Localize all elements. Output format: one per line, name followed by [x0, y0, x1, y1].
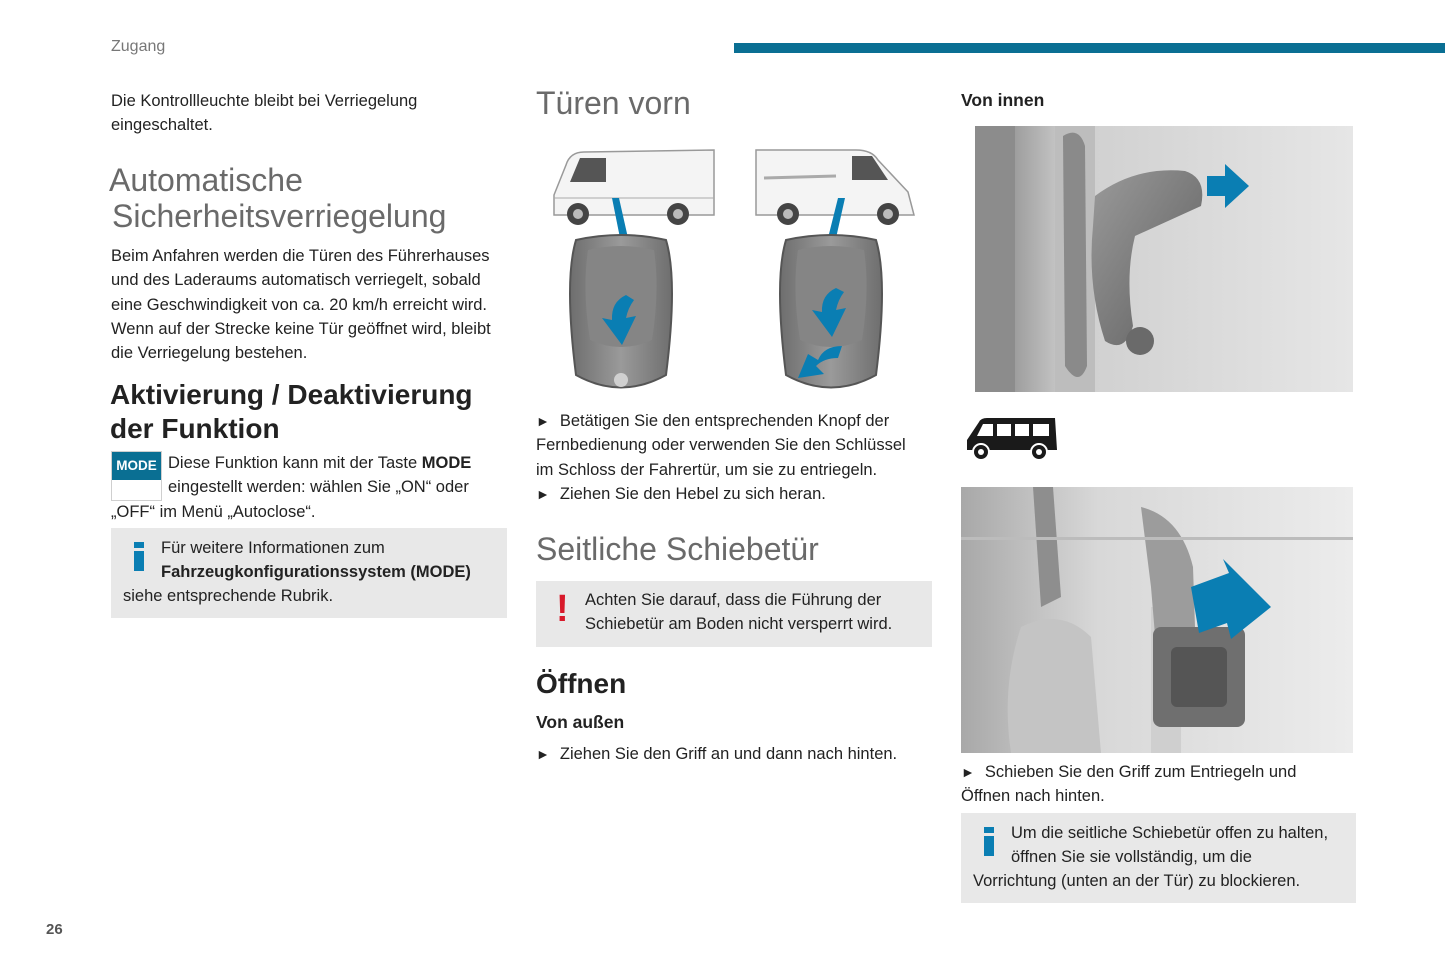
remote-key-lock-icon: [570, 235, 672, 388]
bullet-arrow: ►: [536, 746, 550, 762]
info-line1: Für weitere Informationen zum: [161, 539, 385, 557]
hold-info-line2: öffnen Sie sie vollständig, um die: [1011, 848, 1252, 866]
section-title: Zugang: [111, 38, 166, 55]
info-line3: siehe entsprechende Rubrik.: [123, 587, 334, 605]
van-rear-icon: [756, 150, 914, 238]
outside-step-text: Ziehen Sie den Griff an und dann nach hinten.: [559, 745, 898, 763]
remote-key-unlock-icon: [780, 235, 882, 388]
warning-box: [536, 581, 932, 647]
open-heading: Öffnen: [536, 668, 627, 699]
mode-text-part1: Diese Funktion kann mit der Taste: [168, 454, 422, 472]
front-steps: [536, 409, 936, 506]
hold-info-line1: Um die seitliche Schiebetür offen zu halten,: [1011, 824, 1329, 842]
info-bold-line: Fahrzeugkonfigurationssystem (MODE): [161, 563, 471, 581]
activation-heading-line2: der Funktion: [110, 413, 280, 444]
front-doors-heading: Türen vorn: [536, 85, 691, 121]
van-front-icon: [554, 150, 714, 238]
section-color-bar: [734, 43, 1445, 53]
bullet-arrow: ►: [536, 485, 550, 502]
page-number: 26: [46, 921, 63, 938]
mode-text-part3: „OFF“ im Menü „Autoclose“.: [111, 503, 316, 521]
warning-line1: Achten Sie darauf, dass die Führung der: [585, 591, 882, 609]
front-step-2: [536, 482, 936, 506]
warning-icon: !: [556, 588, 569, 630]
mode-text: [168, 451, 513, 500]
sliding-door-heading: Seitliche Schiebetür: [536, 531, 819, 567]
activation-heading-line1: Aktivierung / Deaktivierung: [110, 379, 473, 410]
front-step-1-line2: Fernbedienung oder verwenden Sie den Schlüssel: [536, 436, 906, 455]
activation-heading: [110, 378, 520, 446]
mode-text-bold: MODE: [421, 454, 472, 472]
inside-lever-photo: [975, 126, 1353, 392]
inside-heading: Von innen: [961, 90, 1045, 110]
mode-badge: [111, 451, 162, 501]
mode-text-part2: eingestellt werden: wählen Sie „ON“ oder: [168, 478, 469, 497]
van-silhouette-icon: [963, 414, 1059, 464]
mode-badge-label: MODE: [112, 452, 161, 480]
warning-line2: Schiebetür am Boden nicht versperrt wird.: [585, 615, 893, 633]
outside-step: [536, 742, 931, 766]
auto-lock-heading: [109, 162, 519, 234]
front-step-1-line3: im Schloss der Fahrertür, um sie zu entriegeln.: [536, 460, 878, 479]
bullet-arrow: ►: [961, 764, 975, 780]
bullet-arrow: ►: [536, 413, 550, 429]
outside-heading: Von außen: [536, 712, 625, 732]
auto-lock-heading-line1: Automatische: [109, 162, 303, 198]
info-box-hold-open: [961, 813, 1356, 903]
auto-lock-heading-line2: Sicherheitsverriegelung: [112, 198, 447, 234]
hold-info-line3: Vorrichtung (unten an der Tür) zu blockieren.: [973, 872, 1301, 890]
front-step-1: [536, 409, 936, 482]
intro-text: Die Kontrollleuchte bleibt bei Verriegelung eingeschaltet.: [111, 92, 418, 135]
sliding-handle-photo: [961, 487, 1353, 753]
front-door-illustration: [536, 140, 931, 400]
inside-step-line2: Öffnen nach hinten.: [961, 787, 1105, 806]
front-step-2-text: Ziehen Sie den Hebel zu sich heran.: [559, 484, 826, 503]
front-step-1-line1: Betätigen Sie den entsprechenden Knopf der: [559, 412, 890, 430]
inside-step: [961, 760, 1356, 809]
inside-step-line1: Schieben Sie den Griff zum Entriegeln und: [984, 763, 1297, 781]
auto-lock-body: Beim Anfahren werden die Türen des Führerhauses und des Laderaums automatisch verriegelt, sobald eine Geschwindigkeit von ca. 20 km/h erreicht wird. Wenn auf der Strecke keine Tür geöffnet wird, bleibt die Verriegelung bestehen.: [111, 247, 491, 363]
info-box-mode: [111, 528, 507, 618]
